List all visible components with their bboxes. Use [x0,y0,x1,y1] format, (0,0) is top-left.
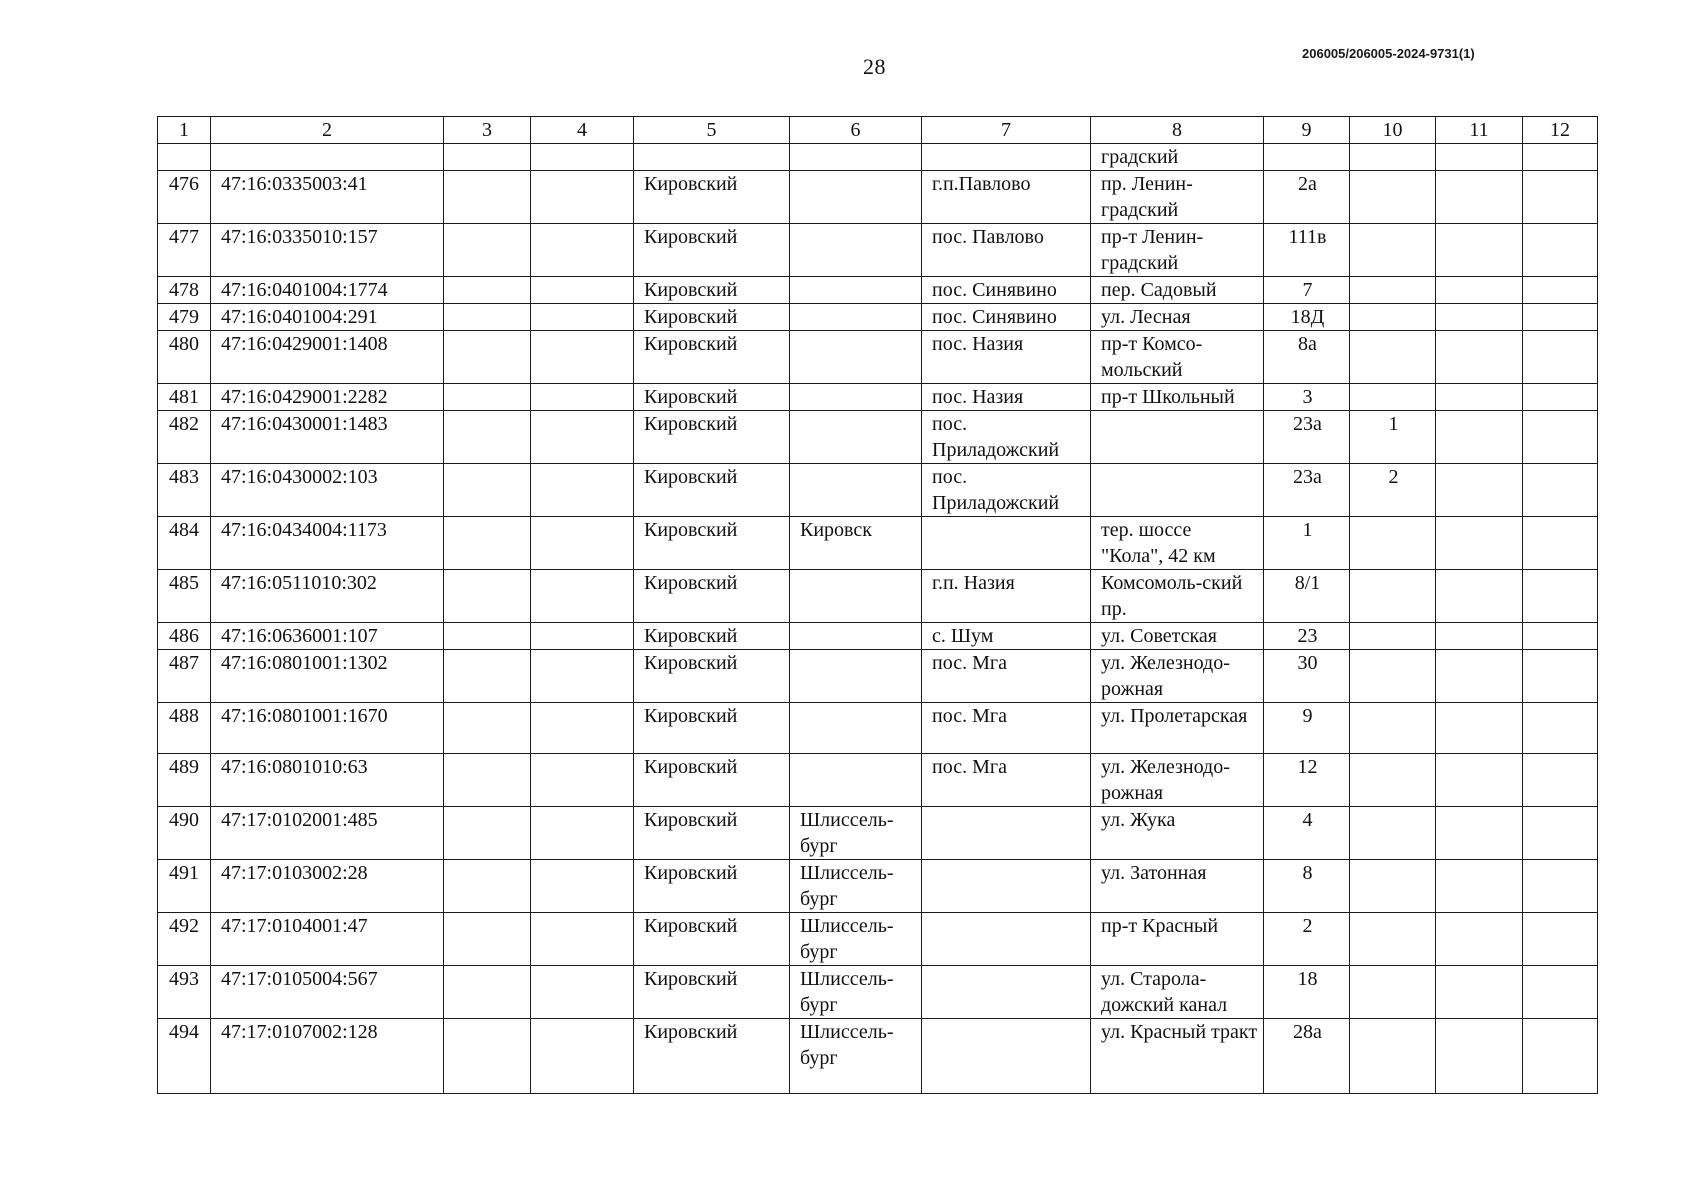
table-cell: ул. Железнодо-рожная [1091,650,1264,703]
table-cell [790,304,922,331]
table-cell [1436,754,1523,807]
table-cell: пр-т Комсо-мольский [1091,331,1264,384]
table-cell: Кировский [634,411,790,464]
table-cell [158,144,211,171]
table-cell: 9 [1264,703,1350,754]
table-cell: 477 [158,224,211,277]
table-cell: 47:16:0430001:1483 [211,411,444,464]
column-header: 5 [634,117,790,144]
table-cell [790,171,922,224]
table-row [158,517,1598,570]
table-cell [1350,384,1436,411]
table-cell [531,966,634,1019]
table-cell: пос. Мга [922,703,1091,754]
table-cell: 489 [158,754,211,807]
table-cell: 2 [1264,913,1350,966]
table-cell [531,144,634,171]
table-cell [444,966,531,1019]
table-cell [922,860,1091,913]
table-cell: пос. Мга [922,754,1091,807]
table-cell [1091,464,1264,517]
table-cell: 1 [1264,517,1350,570]
table-cell [790,754,922,807]
table-cell [1523,570,1598,623]
table-cell: ул. Железнодо-рожная [1091,754,1264,807]
table-cell: 47:16:0434004:1173 [211,517,444,570]
table-cell: Кировский [634,913,790,966]
table-row [158,623,1598,650]
table-cell [531,754,634,807]
table-cell: 493 [158,966,211,1019]
table-cell: Шлиссель-бург [790,1019,922,1094]
table-cell: Кировский [634,860,790,913]
table-cell [1523,650,1598,703]
table-cell [1264,144,1350,171]
table-cell [1436,304,1523,331]
table-cell [531,860,634,913]
table-cell [1523,277,1598,304]
table-cell: г.п. Назия [922,570,1091,623]
table-cell: пос. Приладожский [922,464,1091,517]
table-row [158,570,1598,623]
table-cell: 478 [158,277,211,304]
column-header: 12 [1523,117,1598,144]
table-cell [531,623,634,650]
table-row [158,860,1598,913]
table-cell [444,411,531,464]
table-row [158,171,1598,224]
table-cell [531,650,634,703]
table-cell [1436,623,1523,650]
table-cell [531,277,634,304]
table-cell: Шлиссель-бург [790,807,922,860]
table-cell [1436,913,1523,966]
table-cell [790,384,922,411]
table-cell [1350,171,1436,224]
table-row [158,384,1598,411]
column-header: 4 [531,117,634,144]
table-cell: 47:16:0636001:107 [211,623,444,650]
table-cell: 47:16:0801010:63 [211,754,444,807]
table-row [158,754,1598,807]
column-header: 7 [922,117,1091,144]
table-cell [531,1019,634,1094]
table-row [158,966,1598,1019]
table-cell [444,807,531,860]
table-cell: ул. Советская [1091,623,1264,650]
table-row [158,224,1598,277]
table-cell: 47:17:0103002:28 [211,860,444,913]
table-cell [790,144,922,171]
table-cell: пр-т Красный [1091,913,1264,966]
table-cell [1523,754,1598,807]
table-cell [1523,464,1598,517]
table-cell [922,966,1091,1019]
table-cell: 484 [158,517,211,570]
table-cell: 8а [1264,331,1350,384]
table-cell: 23 [1264,623,1350,650]
table-cell [444,331,531,384]
table-cell: 18 [1264,966,1350,1019]
table-cell [1350,144,1436,171]
table-row [158,650,1598,703]
table-cell [1523,860,1598,913]
table-cell [1350,304,1436,331]
table-cell: 28а [1264,1019,1350,1094]
table-cell: 3 [1264,384,1350,411]
table-cell [922,144,1091,171]
table-cell: пос. Назия [922,331,1091,384]
continuation-row [158,144,1598,171]
table-cell: 47:16:0511010:302 [211,570,444,623]
table-cell: 483 [158,464,211,517]
table-cell: 491 [158,860,211,913]
table-cell [1350,517,1436,570]
table-cell: 23а [1264,464,1350,517]
table-cell [1523,411,1598,464]
table-cell [444,754,531,807]
table-cell: тер. шоссе "Кола", 42 км [1091,517,1264,570]
table-cell [531,171,634,224]
table-cell [1350,754,1436,807]
table-cell: Кировск [790,517,922,570]
table-cell [790,224,922,277]
table-cell [444,517,531,570]
table-cell [1523,966,1598,1019]
column-header: 1 [158,117,211,144]
table-cell: Шлиссель-бург [790,966,922,1019]
table-cell [531,224,634,277]
table-cell: 486 [158,623,211,650]
table-cell: Кировский [634,304,790,331]
table-cell: 47:16:0430002:103 [211,464,444,517]
table-cell [1436,411,1523,464]
table-cell [1523,807,1598,860]
table-cell: пос. Синявино [922,304,1091,331]
table-cell: 2 [1350,464,1436,517]
table-cell: с. Шум [922,623,1091,650]
table-cell [1436,966,1523,1019]
table-row [158,304,1598,331]
table-row [158,807,1598,860]
table-cell: 47:16:0429001:1408 [211,331,444,384]
table-cell [1523,913,1598,966]
table-row [158,464,1598,517]
table-cell: пос. Синявино [922,277,1091,304]
table-cell: 47:16:0335010:157 [211,224,444,277]
table-cell: г.п.Павлово [922,171,1091,224]
table-cell [1436,807,1523,860]
table-cell [1523,171,1598,224]
table-cell [444,860,531,913]
table-body [158,144,1598,1094]
table-cell: 488 [158,703,211,754]
table-cell [1436,517,1523,570]
table-cell: 47:16:0401004:291 [211,304,444,331]
table-cell: 47:17:0102001:485 [211,807,444,860]
table-cell [531,517,634,570]
table-cell: Кировский [634,464,790,517]
table-cell [790,650,922,703]
table-cell: ул. Лесная [1091,304,1264,331]
column-header: 10 [1350,117,1436,144]
table-cell [531,411,634,464]
table-cell [531,331,634,384]
table-cell [1436,144,1523,171]
table-cell: ул. Красный тракт [1091,1019,1264,1094]
table-cell: Кировский [634,754,790,807]
table-cell: пр. Ленин-градский [1091,171,1264,224]
table-cell: пос. Приладожский [922,411,1091,464]
table-cell: Кировский [634,331,790,384]
table-cell [1350,860,1436,913]
table-cell [1523,1019,1598,1094]
table-cell [444,144,531,171]
table-row [158,703,1598,754]
table-cell [790,703,922,754]
table-cell: Комсомоль-ский пр. [1091,570,1264,623]
table-row [158,331,1598,384]
table-cell [1436,570,1523,623]
table-cell: Кировский [634,384,790,411]
table-cell: ул. Пролетарская [1091,703,1264,754]
table-cell: 8/1 [1264,570,1350,623]
table-cell [790,570,922,623]
table-cell: Кировский [634,277,790,304]
column-header: 8 [1091,117,1264,144]
table-cell: 481 [158,384,211,411]
table-cell: Кировский [634,1019,790,1094]
table-cell [922,807,1091,860]
table-cell: 480 [158,331,211,384]
table-cell: 479 [158,304,211,331]
table-cell [444,570,531,623]
column-number-header-row [158,117,1598,144]
table-cell [1436,1019,1523,1094]
table-cell: 4 [1264,807,1350,860]
table-cell [531,464,634,517]
table-cell [1523,331,1598,384]
table-cell: Шлиссель-бург [790,860,922,913]
table-cell [1523,224,1598,277]
table-cell: Кировский [634,224,790,277]
table-cell [531,570,634,623]
table-cell [790,277,922,304]
table-cell: Кировский [634,650,790,703]
table-cell [444,304,531,331]
table-cell: Кировский [634,623,790,650]
table-row [158,277,1598,304]
table-cell: Кировский [634,966,790,1019]
table-cell [1436,384,1523,411]
table-cell: ул. Старола-дожский канал [1091,966,1264,1019]
table-cell [1523,304,1598,331]
table-cell [1350,807,1436,860]
table-cell [531,384,634,411]
table-cell [1436,464,1523,517]
table-cell [1350,570,1436,623]
table-cell [444,277,531,304]
table-cell [444,171,531,224]
table-cell [1523,517,1598,570]
table-cell: Кировский [634,517,790,570]
column-header: 2 [211,117,444,144]
table-cell [444,224,531,277]
table-cell: 8 [1264,860,1350,913]
table-cell [790,411,922,464]
registry-table [157,116,1598,1094]
table-cell: 487 [158,650,211,703]
table-cell [1350,966,1436,1019]
table-cell [1523,144,1598,171]
table-cell [1350,703,1436,754]
table-cell [1523,623,1598,650]
table-cell [531,703,634,754]
table-cell [1350,623,1436,650]
column-header: 3 [444,117,531,144]
table-cell [922,913,1091,966]
table-row [158,1019,1598,1094]
table-cell: пос. Назия [922,384,1091,411]
table-cell [790,464,922,517]
table-cell: Кировский [634,570,790,623]
table-cell [1436,860,1523,913]
table-cell [790,623,922,650]
table-cell: 47:17:0107002:128 [211,1019,444,1094]
table-cell: 47:16:0401004:1774 [211,277,444,304]
table-cell: 47:16:0801001:1302 [211,650,444,703]
table-cell [531,807,634,860]
table-cell: Кировский [634,807,790,860]
table-cell: ул. Затонная [1091,860,1264,913]
table-cell [444,623,531,650]
table-cell [444,913,531,966]
table-cell [531,913,634,966]
table-cell [1436,224,1523,277]
table-cell [1436,171,1523,224]
table-cell: 492 [158,913,211,966]
table-cell: пос. Павлово [922,224,1091,277]
table-cell: 47:16:0429001:2282 [211,384,444,411]
table-cell [444,384,531,411]
table-cell: пр-т Ленин-градский [1091,224,1264,277]
table-cell: 18Д [1264,304,1350,331]
table-cell: Кировский [634,703,790,754]
table-cell: пос. Мга [922,650,1091,703]
table-cell: 23а [1264,411,1350,464]
table-cell: 12 [1264,754,1350,807]
table-row [158,913,1598,966]
table-cell [1350,224,1436,277]
column-header: 6 [790,117,922,144]
table-cell [211,144,444,171]
table-cell: градский [1091,144,1264,171]
table-cell [922,1019,1091,1094]
table-cell [1350,331,1436,384]
document-id: 206005/206005-2024-9731(1) [1302,46,1475,61]
table-cell: 2а [1264,171,1350,224]
table-cell: Кировский [634,171,790,224]
table-cell: ул. Жука [1091,807,1264,860]
table-cell: пр-т Школьный [1091,384,1264,411]
page-number: 28 [863,54,886,79]
table-cell [1350,277,1436,304]
table-row [158,411,1598,464]
column-header: 9 [1264,117,1350,144]
table-cell: 47:16:0335003:41 [211,171,444,224]
table-cell: 494 [158,1019,211,1094]
table-cell: 490 [158,807,211,860]
table-cell: 47:16:0801001:1670 [211,703,444,754]
table-cell [444,464,531,517]
table-cell: 1 [1350,411,1436,464]
table-cell: пер. Садовый [1091,277,1264,304]
table-cell [1436,277,1523,304]
table-cell [1436,650,1523,703]
table-cell [531,304,634,331]
table-cell [1350,1019,1436,1094]
table-cell: 485 [158,570,211,623]
table-cell [1350,913,1436,966]
table-cell [1523,703,1598,754]
table-cell [444,650,531,703]
table-cell: 476 [158,171,211,224]
table-cell: 47:17:0105004:567 [211,966,444,1019]
table-cell [634,144,790,171]
table-cell [1091,411,1264,464]
table-cell [444,703,531,754]
table-cell: 482 [158,411,211,464]
table-cell: 111в [1264,224,1350,277]
column-header: 11 [1436,117,1523,144]
table-cell [922,517,1091,570]
table-cell [1436,331,1523,384]
table-cell: Шлиссель-бург [790,913,922,966]
table-cell: 30 [1264,650,1350,703]
table-cell [1523,384,1598,411]
table-cell [1350,650,1436,703]
table-cell [444,1019,531,1094]
table-cell [1436,703,1523,754]
table-cell [790,331,922,384]
table-cell: 7 [1264,277,1350,304]
table-cell: 47:17:0104001:47 [211,913,444,966]
